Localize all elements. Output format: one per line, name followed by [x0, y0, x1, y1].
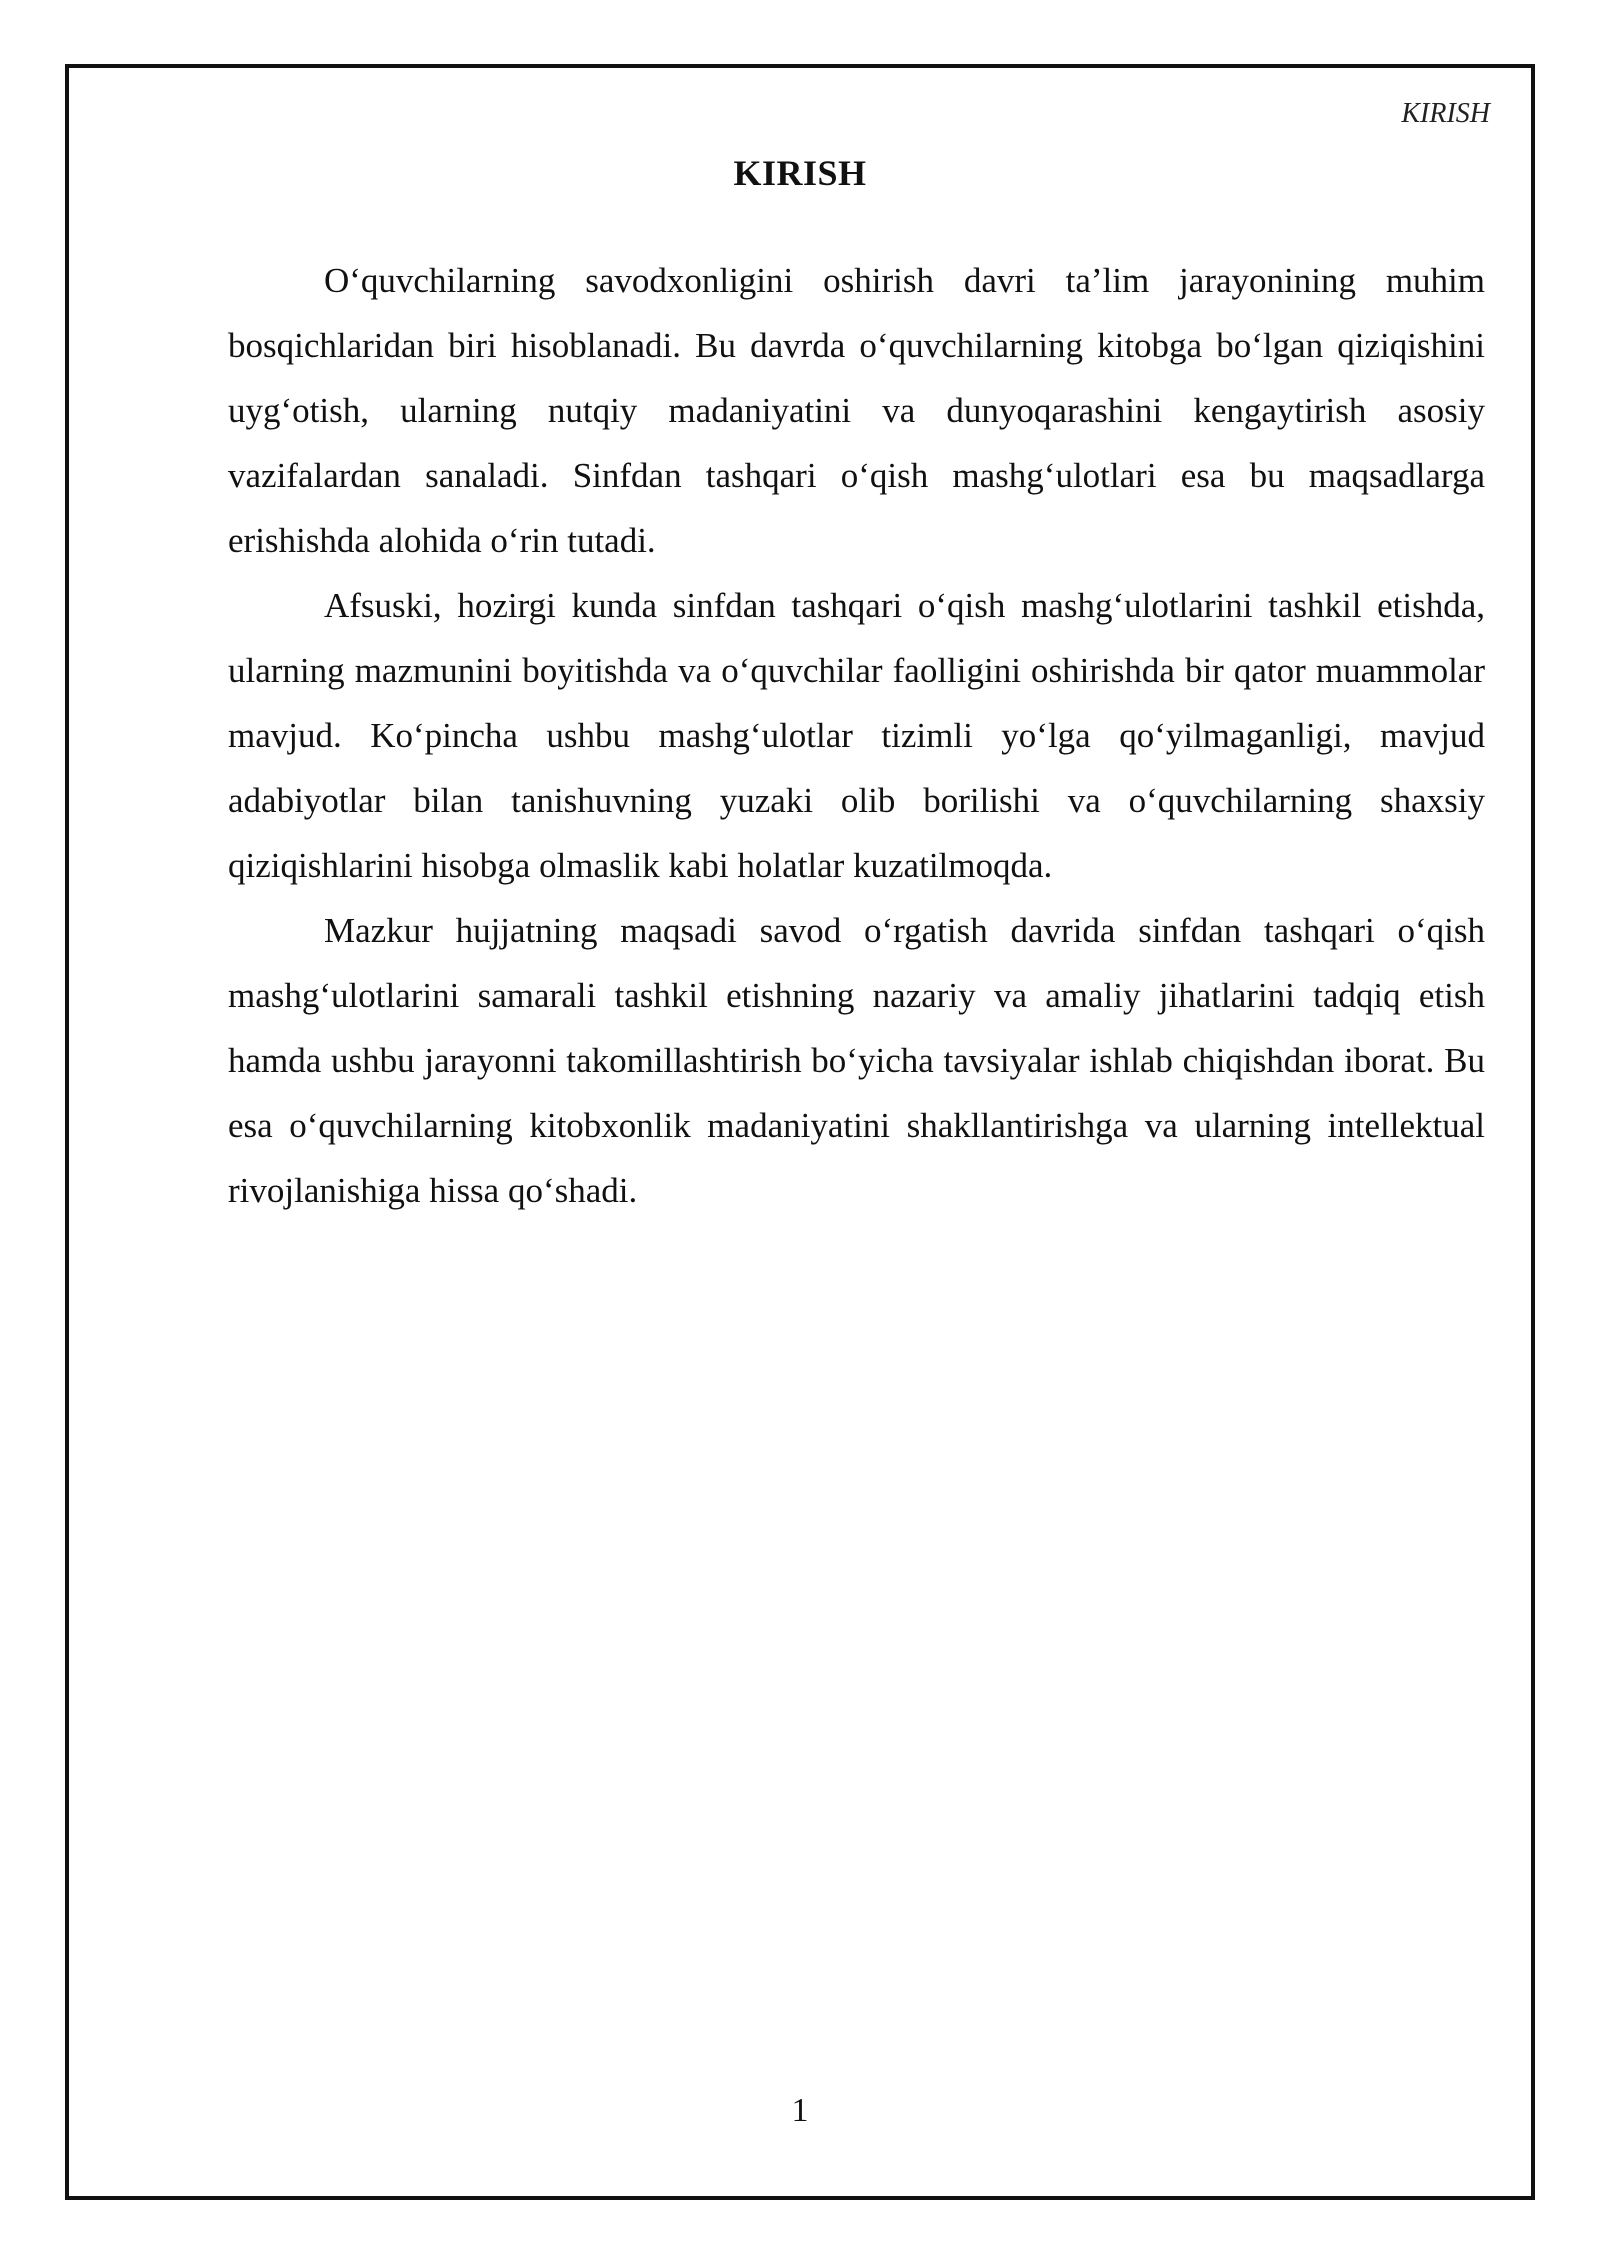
body-text — [228, 248, 1485, 1223]
paragraph-3: Mazkur hujjatning maqsadi savod o‘rgatish davrida sinfdan tashqari o‘qish mashg‘ulotlarini samarali tashkil etishning nazariy va amaliy jihatlarini tadqiq etish hamda ushbu jarayonni takomillashtirish bo‘yicha tavsiyalar ishlab chiqishdan iborat. Bu esa o‘quvchilarning kitobxonlik madaniyatini shakllantirishga va ularning intellektual rivojlanishiga hissa qo‘shadi. — [228, 911, 1485, 1210]
page-number: 1 — [791, 2092, 809, 2129]
paragraph-2: Afsuski, hozirgi kunda sinfdan tashqari o‘qish mashg‘ulotlarini tashkil etishda, ularning mazmunini boyitishda va o‘quvchilar faolligini oshirishda bir qator muammolar mavjud. Ko‘pincha ushbu mashg‘ulotlar tizimli yo‘lga qo‘yilmaganligi, mavjud adabiyotlar bilan tanishuvning yuzaki olib borilishi va o‘quvchilarning shaxsiy qiziqishlarini hisobga olmaslik kabi holatlar kuzatilmoqda. — [228, 586, 1485, 885]
page-title: KIRISH — [733, 153, 867, 193]
running-header: KIRISH — [1401, 98, 1490, 129]
paragraph-1: O‘quvchilarning savodxonligini oshirish davri ta’lim jarayonining muhim bosqichlaridan biri hisoblanadi. Bu davrda o‘quvchilarning kitobga bo‘lgan qiziqishini uyg‘otish, ularning nutqiy madaniyatini va dunyoqarashini kengaytirish asosiy vazifalardan sanaladi. Sinfdan tashqari o‘qish mashg‘ulotlari esa bu maqsadlarga erishishda alohida o‘rin tutadi. — [228, 261, 1485, 560]
